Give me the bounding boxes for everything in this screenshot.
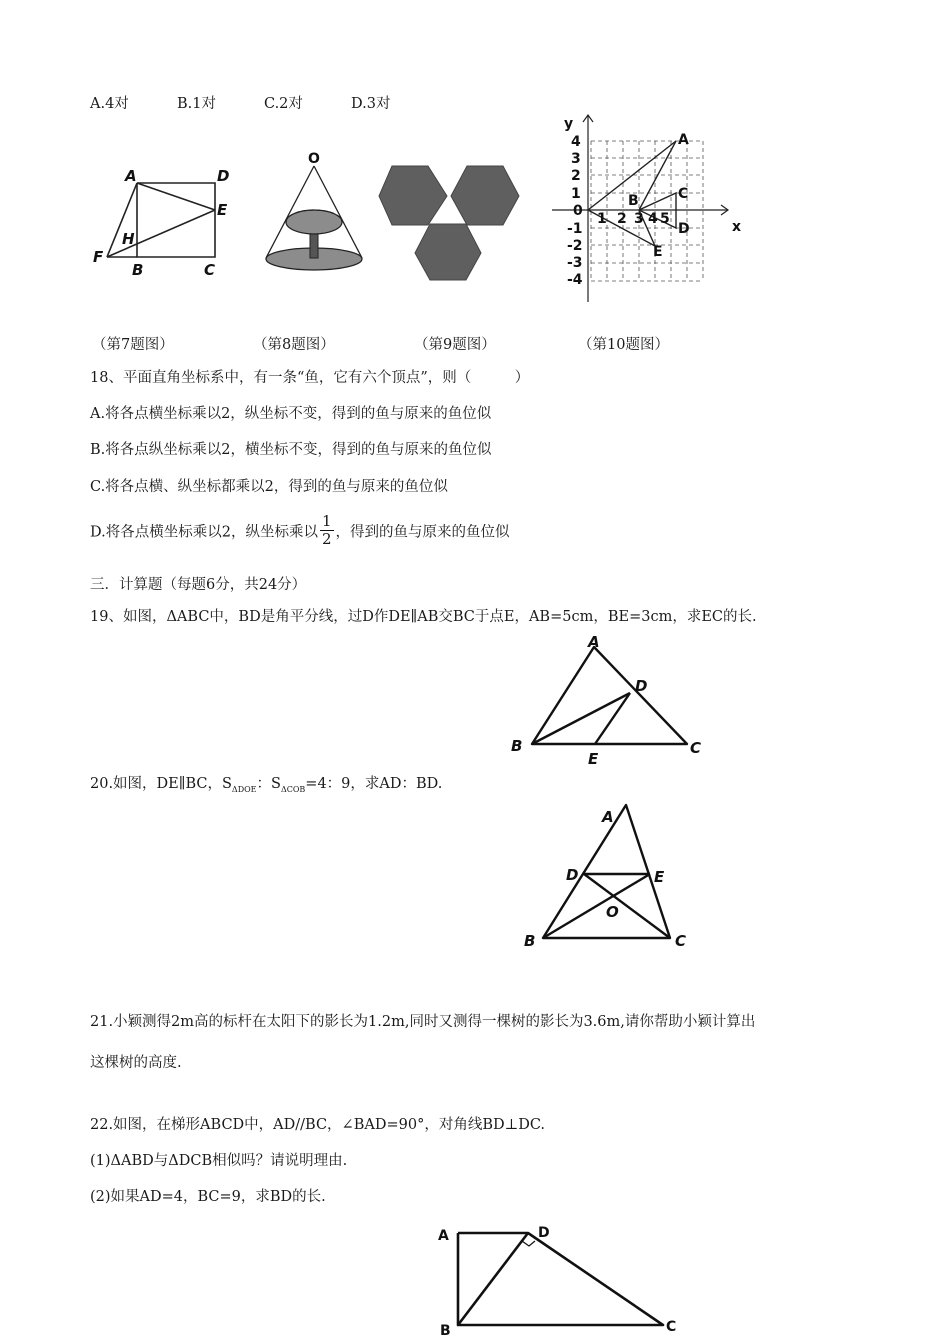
fig7-label-b: B [132,261,144,279]
fig10-ytick: 4 [571,134,581,150]
figure-q20 [520,800,700,950]
q18-d-numerator: 1 [321,512,332,530]
q20-label-e: E [654,868,665,886]
figure-10 [550,110,750,305]
fig10-ytick: 3 [571,151,581,167]
caption-fig8: （第8题图） [253,337,335,353]
fig10-axis-x: x [732,219,742,235]
q22-label-a: A [438,1228,449,1244]
fig8-label-o: O [308,151,320,167]
fig10-ytick: -3 [567,255,583,271]
q19-label-e: E [588,750,599,768]
fig10-point-a: A [678,132,689,148]
fig7-label-e: E [217,201,228,219]
q20-label-d: D [566,866,579,884]
q20-label-a: A [602,808,614,826]
figure-q19 [505,633,710,768]
q20-sub-doe: ΔDOE [231,784,257,794]
caption-fig9: （第9题图） [414,337,496,353]
q21-line2: 这棵树的高度. [90,1055,182,1071]
fig7-label-h: H [122,230,135,248]
q19-label-c: C [690,739,702,757]
figure-8 [262,150,372,280]
q20-label-b: B [524,932,536,950]
q18-option-d [90,512,510,550]
fig10-ytick: 1 [571,186,581,202]
section-3-title: 三．计算题（每题6分，共24分） [90,577,307,593]
figure-q22 [430,1215,690,1340]
q18-stem: 18、平面直角坐标系中，有一条“鱼，它有六个顶点”，则（ ） [90,370,530,386]
figure-9 [378,165,523,285]
q18-d-pre: D.将各点横坐标乘以2，纵坐标乘以 [90,524,318,541]
fig10-point-c: C [678,186,689,202]
fig10-xtick: 5 [660,211,670,227]
q20-label-o: O [606,903,619,921]
figure-7 [85,165,245,285]
fig10-point-b: B [628,193,639,209]
q22-label-c: C [666,1319,677,1335]
q19-text: 19、如图，ΔABC中，BD是角平分线，过D作DE∥AB交BC于点E，AB=5cm，BE=3cm，求EC的长. [90,609,757,625]
q20-sub-cob: ΔCOB [280,784,306,794]
q18-option-c: C.将各点横、纵坐标都乘以2，得到的鱼与原来的鱼位似 [90,479,448,495]
fig10-ytick: 2 [571,168,581,184]
q17-option-d: D.3对 [351,96,391,112]
q17-option-b: B.1对 [177,96,216,112]
q20-post: =4：9，求AD：BD. [305,776,443,792]
q20-pre: 20.如图，DE∥BC，S [90,776,232,792]
q17-option-a: A.4对 [90,96,129,112]
fig10-ytick: 0 [573,203,583,219]
fig7-label-d: D [217,167,230,185]
q22-label-d: D [538,1225,550,1241]
q21-line1: 21.小颖测得2m高的标杆在太阳下的影长为1.2m,同时又测得一棵树的影长为3.6m,请你帮助小颖计算出 [90,1014,756,1030]
q18-option-b: B.将各点纵坐标乘以2，横坐标不变，得到的鱼与原来的鱼位似 [90,442,492,458]
fig10-point-d: D [678,221,690,237]
fig10-ytick: -1 [567,221,583,237]
caption-fig7: （第7题图） [92,337,174,353]
q22-part1: (1)ΔABD与ΔDCB相似吗？请说明理由. [90,1153,348,1169]
fig10-xtick: 4 [648,211,658,227]
q22-label-b: B [440,1323,451,1339]
q19-label-b: B [511,737,523,755]
q18-d-fraction [320,513,334,548]
q18-option-a: A.将各点横坐标乘以2，纵坐标不变，得到的鱼与原来的鱼位似 [90,406,492,422]
q18-d-denominator: 2 [321,530,332,548]
q20-text [90,776,442,794]
fig10-xtick: 3 [634,211,644,227]
fig7-label-a: A [125,167,137,185]
q19-label-d: D [635,677,648,695]
q22-part2: (2)如果AD=4，BC=9，求BD的长. [90,1189,326,1205]
fig10-axis-y: y [564,116,574,132]
fig10-xtick: 1 [597,211,607,227]
q20-label-c: C [675,932,687,950]
q18-d-post: ，得到的鱼与原来的鱼位似 [335,524,510,541]
fig10-xtick: 2 [617,211,627,227]
fig10-ytick: -2 [567,238,583,254]
q17-option-c: C.2对 [264,96,303,112]
fig7-label-c: C [204,261,216,279]
fig10-point-e: E [653,244,663,260]
fig7-label-f: F [93,248,104,266]
q19-label-a: A [588,633,600,651]
fig10-ytick: -4 [567,272,583,288]
caption-fig10: （第10题图） [578,337,669,353]
q22-stem: 22.如图，在梯形ABCD中，AD//BC，∠BAD=90°，对角线BD⊥DC. [90,1117,546,1133]
q20-mid: ：S [256,776,281,792]
